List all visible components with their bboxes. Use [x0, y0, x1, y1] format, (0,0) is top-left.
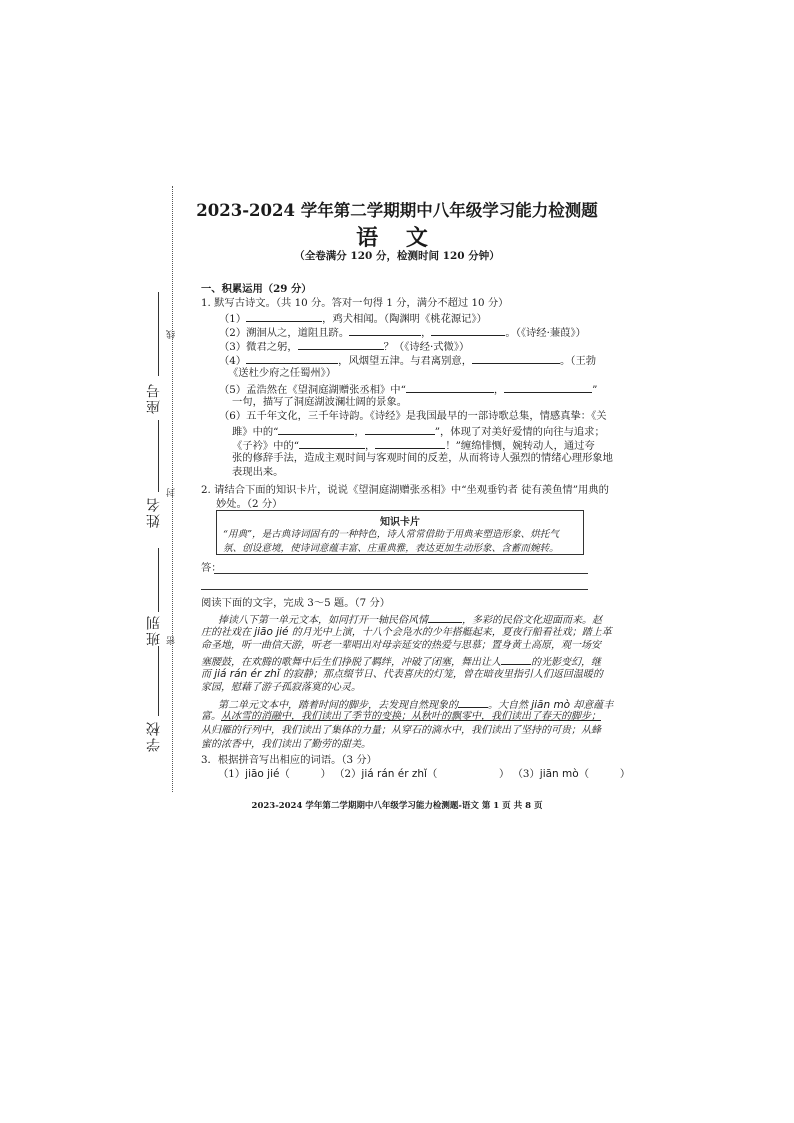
- q1-item-2: （2）溯洄从之，道阻且跻。 ， 。（《诗经·蒹葭》）: [219, 324, 586, 341]
- exam-title: 2023-2024 学年第二学期期中八年级学习能力检测题: [196, 201, 598, 220]
- reading-p1-l5: 而 jiá rán ér zhǐ 的寂静；那点缀节日、代表喜庆的灯笼，曾在暗夜里指引人们返回温暖的: [201, 668, 603, 680]
- school-label: 学校: [146, 720, 162, 752]
- knowledge-card: [216, 510, 584, 555]
- reading-p2-l3: 从归雁的行列中，我们读出了集体的力量；从穿石的滴水中，我们读出了坚持的可贵；从蜂: [201, 725, 601, 736]
- name-blank[interactable]: [158, 420, 159, 492]
- reading-blank-2[interactable]: [501, 653, 531, 665]
- binding-mark-seal: 封: [167, 488, 177, 497]
- reading-p2-l1: 第二单元文本中，踏着时间的脚步，去发现自然现象的 。大自然 jiān mò 却意蕴丰: [218, 696, 613, 714]
- school-blank[interactable]: [158, 646, 159, 716]
- name-label: 姓名: [146, 496, 162, 528]
- q1-item-4-cont: 《送杜少府之任蜀州》）: [228, 367, 337, 379]
- answer-blank[interactable]: [298, 338, 384, 350]
- reading-intro: 阅读下面的文字，完成 3～5 题。（7 分）: [201, 597, 391, 609]
- q3-answer-1[interactable]: （ ）: [279, 768, 331, 780]
- q1-item-5-cont: 一句，描写了洞庭湖波澜壮阔的景象。: [232, 396, 408, 408]
- answer-blank[interactable]: [365, 423, 435, 435]
- card-title: 知识卡片: [380, 517, 420, 528]
- q1-item-6-line5: 表现出来。: [232, 466, 284, 478]
- q1-item-4: （4） ，风烟望五津。与君离别意， 。（王勃: [219, 352, 596, 369]
- class-blank[interactable]: [158, 548, 159, 612]
- card-body: “用典”，是古典诗词固有的一种特色，诗人常常借助于用典来塑造形象、烘托气氛、创设意境，使诗词意蕴丰富、庄重典雅，表达更加生动形象、含蓄而婉转。: [223, 529, 559, 554]
- q3-items: （1）jiāo jié（ ） （2）jiá rán ér zhǐ（ ） （3）jiān mò（ ）: [218, 768, 631, 780]
- q1-item-6: （6）五千年文化，三千年诗韵。《诗经》是我国最早的一部诗歌总集，情感真挚：《关: [219, 410, 607, 422]
- q1-item-6-line2: 雎》中的“ ， ”，体现了对美好爱情的向往与追求；: [232, 423, 605, 440]
- answer-blank[interactable]: [299, 437, 365, 449]
- answer-blank[interactable]: [278, 423, 354, 435]
- reading-p2-l4: 蜜的浓香中，我们读出了勤劳的甜美。: [201, 739, 371, 750]
- answer-label: 答：: [201, 562, 222, 574]
- answer-blank[interactable]: [246, 352, 338, 364]
- section-heading: 一、积累运用（29 分）: [201, 283, 312, 295]
- q1-item-3: （3）微君之躬， ？（《诗经·式微》）: [219, 338, 469, 355]
- q3-answer-3[interactable]: （ ）: [578, 768, 631, 780]
- page-footer: 2023-2024 学年第二学期期中八年级学习能力检测题-语文 第 1 页 共 8 页: [251, 801, 543, 811]
- q2-stem-1: 2. 请结合下面的知识卡片，说说《望洞庭湖赠张丞相》中“坐观垂钓者 徒有羡鱼情”用典的: [201, 484, 609, 496]
- answer-line-2[interactable]: [201, 589, 588, 590]
- seat-blank[interactable]: [158, 292, 159, 376]
- binding-mark-line: 线: [167, 330, 177, 339]
- answer-blank[interactable]: [504, 381, 592, 393]
- answer-line-1[interactable]: [214, 573, 588, 574]
- subject-title: 语 文: [356, 225, 438, 251]
- q1-item-5: （5）孟浩然在《望洞庭湖赠张丞相》中“ ， ”: [219, 381, 597, 398]
- answer-blank[interactable]: [472, 352, 560, 364]
- q1-item-1: （1） ，鸡犬相闻。（陶渊明《桃花源记》）: [219, 310, 487, 327]
- answer-blank[interactable]: [406, 381, 494, 393]
- answer-blank[interactable]: [431, 324, 505, 336]
- class-label: 班别: [146, 614, 162, 646]
- exam-meta: （全卷满分 120 分，检测时间 120 分钟）: [294, 250, 500, 262]
- q1-item-6-line3: 《子衿》中的“ ， ！”缠绵悱恻，婉转动人，通过夸: [232, 437, 595, 454]
- reading-p1-l1: 捧读八下第一单元文本，如同打开一轴民俗风情 ，多彩的民俗文化迎面而来。赵: [218, 611, 602, 629]
- reading-p1-l3: 命圣地，听一曲信天游，听老一辈唱出对母亲延安的热爱与思慕；置身黄土高原，观一场安: [201, 640, 601, 651]
- reading-blank-1[interactable]: [428, 611, 462, 623]
- seat-label: 座号: [146, 382, 162, 414]
- binding-mark-dense: 密: [167, 636, 177, 645]
- reading-p1-l2: 庄的社戏在 jiāo jié 的月光中上演，十八个会凫水的少年搭艇起来，夏夜行船看社戏；踏上革: [201, 626, 612, 638]
- reading-p2-l2: 富。从冰雪的消融中，我们读出了季节的变换；从秋叶的飘零中，我们读出了春天的脚步；: [201, 711, 601, 722]
- q1-stem: 1. 默写古诗文。（共 10 分。答对一句得 1 分，满分不超过 10 分）: [201, 297, 509, 309]
- q1-item-6-line4: 张的修辞手法，造成主观时间与客观时间的反差，从而将诗人强烈的情绪心理形象地: [232, 452, 613, 464]
- q3-answer-2[interactable]: （ ）: [426, 768, 510, 780]
- q3-stem: 3．根据拼音写出相应的词语。（3 分）: [201, 754, 377, 766]
- q2-stem-2: 妙处。（2 分）: [216, 498, 283, 510]
- answer-blank[interactable]: [349, 324, 421, 336]
- answer-blank[interactable]: [375, 437, 445, 449]
- reading-p1-l4: 塞腰鼓，在欢腾的歌舞中后生们挣脱了羁绊，冲破了闭塞，舞出让人 的光影变幻，继: [201, 653, 601, 671]
- reading-blank-3[interactable]: [458, 696, 488, 708]
- answer-blank[interactable]: [246, 310, 322, 322]
- reading-p1-l6: 家园，慰藉了游子孤寂落寞的心灵。: [201, 682, 361, 693]
